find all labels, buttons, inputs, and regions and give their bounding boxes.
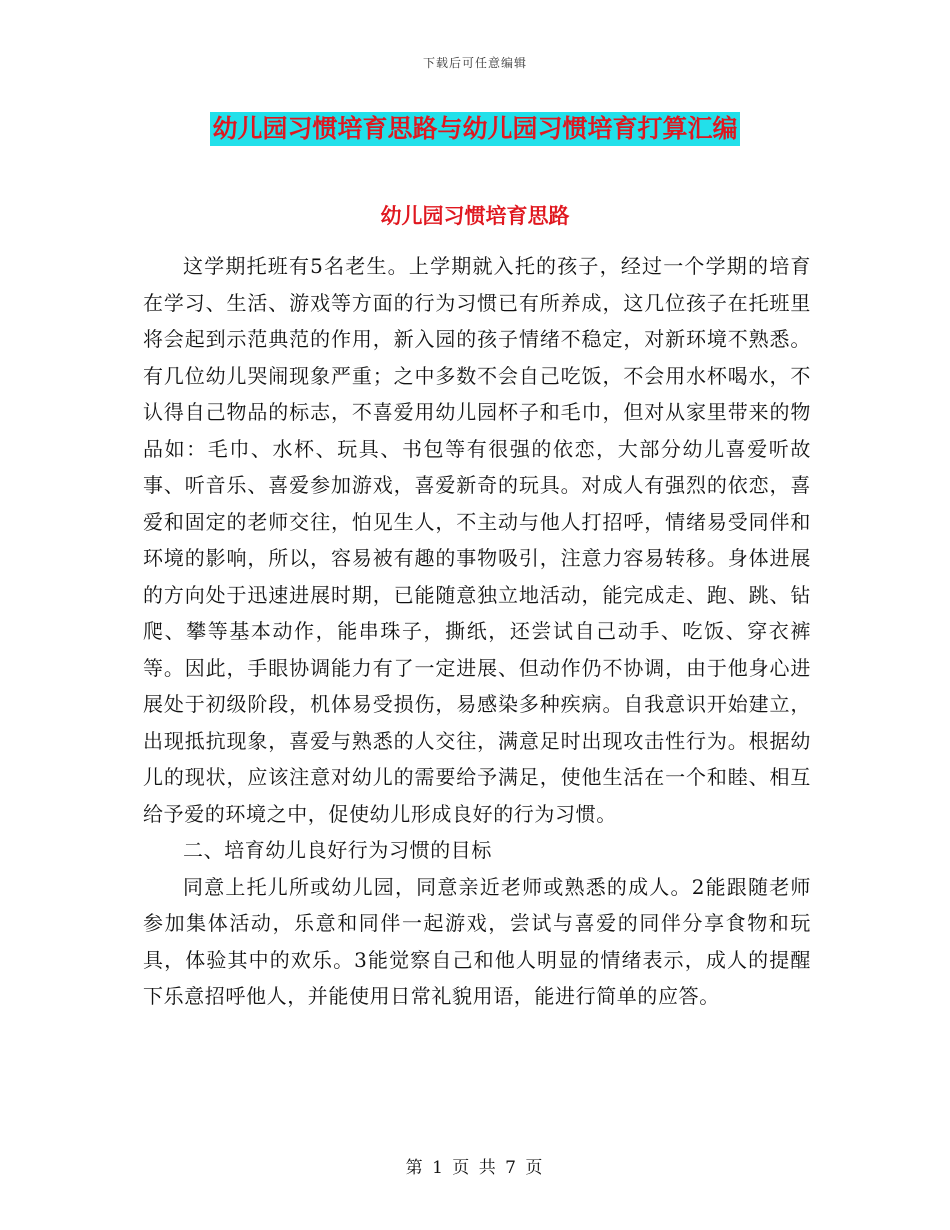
- body-text: [143, 248, 811, 1015]
- header-note: 下载后可任意编辑: [422, 56, 527, 70]
- section-title: 幼儿园习惯培育思路: [380, 204, 570, 228]
- document-title: [0, 112, 950, 146]
- document-title-text: 幼儿园习惯培育思路与幼儿园习惯培育打算汇编: [210, 112, 739, 146]
- page-number-footer: 第 1 页 共 7 页: [405, 1158, 545, 1178]
- paragraph-1: 这学期托班有5名老生。上学期就入托的孩子，经过一个学期的培育在学习、生活、游戏等方面的行为习惯已有所养成，这几位孩子在托班里将会起到示范典范的作用，新入园的孩子情绪不稳定，对新环境不熟悉。有几位幼儿哭闹现象严重；之中多数不会自己吃饭，不会用水杯喝水，不认得自己物品的标志，不喜爱用幼儿园杯子和毛巾，但对从家里带来的物品如：毛巾、水杯、玩具、书包等有很强的依恋，大部分幼儿喜爱听故事、听音乐、喜爱参加游戏，喜爱新奇的玩具。对成人有强烈的依恋，喜爱和固定的老师交往，怕见生人，不主动与他人打招呼，情绪易受同伴和环境的影响，所以，容易被有趣的事物吸引，注意力容易转移。身体进展的方向处于迅速进展时期，已能随意独立地活动，能完成走、跑、跳、钻爬、攀等基本动作，能串珠子，撕纸，还尝试自己动手、吃饭、穿衣裤等。因此，手眼协调能力有了一定进展、但动作仍不协调，由于他身心进展处于初级阶段，机体易受损伤，易感染多种疾病。自我意识开始建立，出现抵抗现象，喜爱与熟悉的人交往，满意足时出现攻击性行为。根据幼儿的现状，应该注意对幼儿的需要给予满足，使他生活在一个和睦、相互给予爱的环境之中，促使幼儿形成良好的行为习惯。: [143, 254, 811, 826]
- paragraph-3: 同意上托儿所或幼儿园，同意亲近老师或熟悉的成人。2能跟随老师参加集体活动，乐意和同伴一起游戏，尝试与喜爱的同伴分享食物和玩具，体验其中的欢乐。3能觉察自己和他人明显的情绪表示，成人的提醒下乐意招呼他人，并能使用日常礼貌用语，能进行简单的应答。: [143, 874, 811, 1008]
- paragraph-2: 二、培育幼儿良好行为习惯的目标: [183, 838, 492, 862]
